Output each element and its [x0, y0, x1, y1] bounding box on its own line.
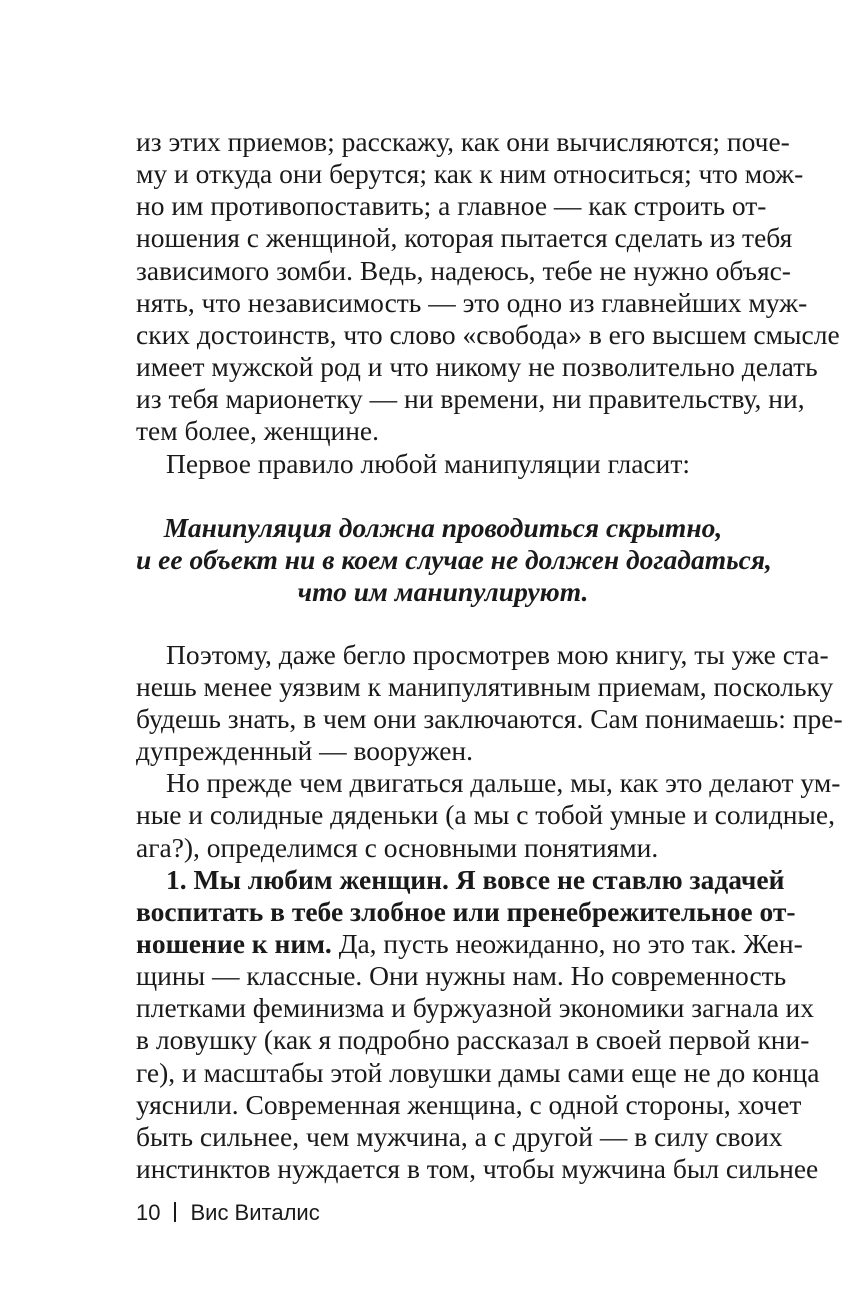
footer-divider [174, 1202, 176, 1222]
quote-line: и ее объект ни в коем случае не должен догадаться, [136, 543, 772, 575]
text-line [166, 863, 785, 896]
quote-line: Манипуляция должна проводиться скрытно, [163, 511, 723, 543]
text-line: нешь менее уязвим к манипулятивным приемам, поскольку [136, 670, 834, 702]
text-line: быть сильнее, чем мужчина, а с другой — в силу своих [136, 1120, 783, 1152]
text-line: в ловушку (как я подробно рассказал в своей первой кни- [136, 1024, 810, 1056]
text-line [136, 928, 803, 960]
text-line: ских достоинств, что слово «свобода» в его высшем смысле [136, 318, 840, 350]
text-line: ные и солидные дяденьки (а мы с тобой умные и солидные, [136, 799, 835, 831]
text-line: ага?), определимся с основными понятиями. [136, 831, 659, 863]
quote-line: что им манипулируют. [297, 576, 589, 608]
text-line: плетками феминизма и буржуазной экономики загнала их [136, 992, 815, 1024]
text-line: но им противопоставить; а главное — как строить от- [136, 190, 767, 222]
text-line: Но прежде чем двигаться дальше, мы, как это делают ум- [166, 767, 841, 799]
text-line: тем более, женщине. [136, 415, 380, 447]
text-line [136, 895, 796, 928]
page-footer [136, 1198, 320, 1228]
bold-text: 1. Мы любим женщин. Я вовсе не ставлю задачей [166, 863, 785, 895]
text-line: уяснили. Современная женщина, с одной стороны, хочет [136, 1088, 802, 1120]
bold-text: ношение к ним. [136, 928, 332, 959]
text-line: зависимого зомби. Ведь, надеюсь, тебе не нужно объяс- [136, 254, 791, 286]
text-line: инстинктов нуждается в том, чтобы мужчина был сильнее [136, 1153, 819, 1184]
text-line: будешь знать, в чем они заключаются. Сам понимаешь: пре- [136, 702, 843, 734]
text-line: имеет мужской род и что никому не позволительно делать [136, 351, 818, 382]
text-line: Поэтому, даже бегло просмотрев мою книгу, ты уже ста- [166, 638, 829, 670]
page-number: 10 [136, 1200, 161, 1225]
regular-text: Да, пусть неожиданно, но это так. Жен- [331, 928, 803, 959]
text-line: ношения с женщиной, которая пытается сделать из тебя [136, 222, 793, 254]
author-name: Вис Виталис [190, 1200, 320, 1225]
text-line: Первое правило любой манипуляции гласит: [166, 447, 691, 479]
text-line: му и откуда они берутся; как к ним относиться; что мож- [136, 158, 804, 190]
bold-text: воспитать в тебе злобное или пренебрежительное от- [136, 895, 796, 927]
text-line: ге), и масштабы этой ловушки дамы сами еще не до конца [136, 1056, 820, 1088]
text-line: из этих приемов; расскажу, как они вычисляются; поче- [136, 126, 790, 157]
text-line: дупрежденный — вооружен. [136, 735, 473, 767]
text-line: нять, что независимость — это одно из главнейших муж- [136, 286, 808, 318]
text-line: щины — классные. Они нужны нам. Но современность [136, 960, 787, 992]
text-line: из тебя марионетку — ни времени, ни правительству, ни, [136, 383, 805, 415]
